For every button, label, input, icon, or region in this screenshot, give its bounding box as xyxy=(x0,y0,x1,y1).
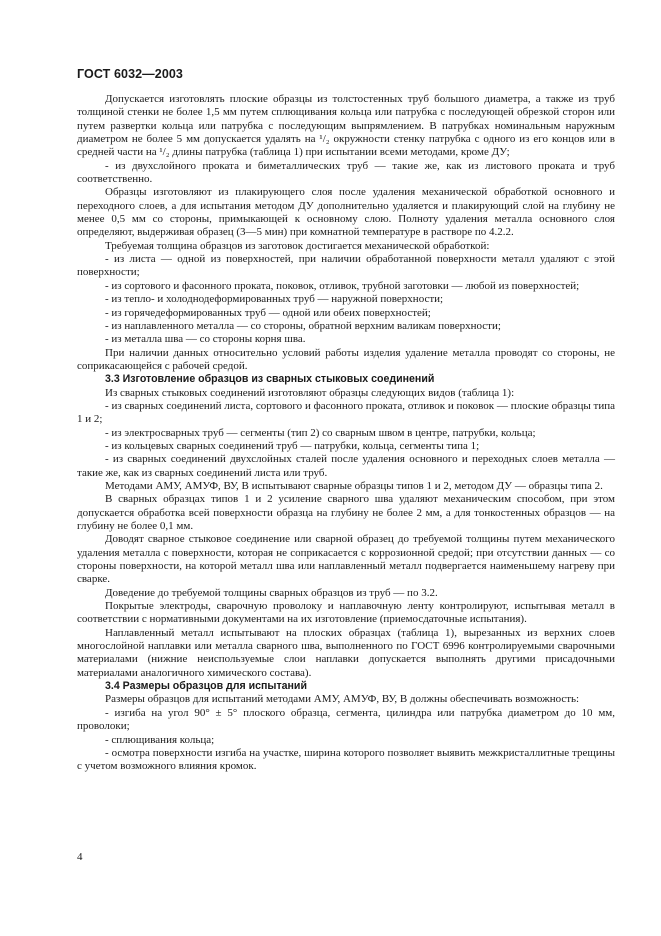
body-paragraph: Покрытые электроды, сварочную проволоку и наплавочную ленту контролируют, испытывая металл в соответствии с нормативными документами на их изготовление (приемосдаточные испытания). xyxy=(77,600,615,626)
body-paragraph: - из сварных соединений двухслойных сталей после удаления основного и переходных слоев металла — такие же, как из сварных соединений листа или труб. xyxy=(77,453,615,479)
body-paragraph: Наплавленный металл испытывают на плоских образцах (таблица 1), вырезанных из верхних слоев многослойной наплавки или металла сварного шва, выполненного по ГОСТ 6996 контролируемыми сварочными материалами (нижние неиспользуемые слои наплавки допускается выполнять другими присадочными материалами аналогичного химического состава). xyxy=(77,626,615,679)
body-paragraph: - из электросварных труб — сегменты (тип 2) со сварным швом в центре, патрубки, кольца; xyxy=(105,426,536,439)
body-paragraph: Из сварных стыковых соединений изготовляют образцы следующих видов (таблица 1): xyxy=(105,386,515,399)
body-paragraph: Доводят сварное стыковое соединение или сварной образец до требуемой толщины путем механического удаления металла с поверхности, которая не соприкасается с коррозионной средой; при отсутствии данных — со стороны поверхности, на которой металл шва или наплавленный металл подвергается наименьшему нагреву при сварке. xyxy=(77,533,615,586)
body-paragraph: Требуемая толщина образцов из заготовок достигается механической обработкой: xyxy=(105,239,490,252)
body-paragraph: - из наплавленного металла — со стороны, обратной верхним валикам поверхности; xyxy=(105,319,501,332)
section-heading: 3.4 Размеры образцов для испытаний xyxy=(105,680,307,693)
body-paragraph: - из сварных соединений листа, сортового и фасонного проката, отливок и поковок — плоские образцы типа 1 и 2; xyxy=(77,399,615,426)
body-paragraph: - изгиба на угол 90° ± 5° плоского образца, сегмента, цилиндра или патрубка диаметром до 10 мм, проволоки; xyxy=(77,706,615,733)
body-paragraph: Допускается изготовлять плоские образцы из толстостенных труб большого диаметра, а также из труб толщиной стенки не более 1,5 мм путем сплющивания кольца или патрубка с последующей обрезкой сторон или путем развертки кольца или патрубка с последующим выпрямлением. В патрубках номинальным наружным диаметром не более 5 мм допускается удалять на ¹/₂ окружности стенку патрубка с одного из его концов или в средней части на ¹/₂ длины патрубка (таблица 1) при испытании всеми методами, кроме ДУ; xyxy=(77,93,615,159)
body-paragraph: - сплющивания кольца; xyxy=(105,733,215,746)
body-paragraph: Методами АМУ, АМУФ, ВУ, В испытывают сварные образцы типов 1 и 2, методом ДУ — образцы типа 2. xyxy=(105,479,603,492)
body-paragraph: Доведение до требуемой толщины сварных образцов из труб — по 3.2. xyxy=(105,586,438,599)
body-paragraph: - из листа — одной из поверхностей, при наличии обработанной поверхности металл удаляют с этой поверхности; xyxy=(77,253,615,279)
document-header: ГОСТ 6032—2003 xyxy=(77,67,183,81)
body-paragraph: - из металла шва — со стороны корня шва. xyxy=(105,333,306,346)
body-paragraph: В сварных образцах типов 1 и 2 усиление сварного шва удаляют механическим способом, при этом допускается обработка всей поверхности образца на глубину не более 2 мм, а для тонкостенных образцов — на глубину не более 0,1 мм. xyxy=(77,493,615,532)
body-paragraph: - из сортового и фасонного проката, поковок, отливок, трубной заготовки — любой из поверхностей; xyxy=(105,279,580,292)
body-paragraph: - из тепло- и холоднодеформированных труб — наружной поверхности; xyxy=(105,293,444,306)
page-number: 4 xyxy=(77,851,83,863)
section-heading: 3.3 Изготовление образцов из сварных стыковых соединений xyxy=(105,373,435,386)
body-paragraph: - осмотра поверхности изгиба на участке, ширина которого позволяет выявить межкристаллитные трещины с учетом возможного влияния кромок. xyxy=(77,746,615,773)
body-paragraph: - из кольцевых сварных соединений труб — патрубки, кольца, сегменты типа 1; xyxy=(105,439,480,452)
body-paragraph: Размеры образцов для испытаний методами АМУ, АМУФ, ВУ, В должны обеспечивать возможность: xyxy=(105,693,580,706)
body-paragraph: - из горячедеформированных труб — одной или обеих поверхностей; xyxy=(105,306,431,319)
document-body xyxy=(77,93,615,774)
body-paragraph: Образцы изготовляют из плакирующего слоя после удаления механической обработкой основного и переходного слоев, а для испытания методом ДУ дополнительно удаляется и плакирующий слой на глубину не менее 0,5 мм со стороны, примыкающей к основному слою. Полноту удаления металла основного слоя определяют, выдерживая образец (3—5 мин) при комнатной температуре в растворе по 4.2.2. xyxy=(77,186,615,239)
body-paragraph: При наличии данных относительно условий работы изделия удаление металла проводят со стороны, не соприкасающейся с рабочей средой. xyxy=(77,346,615,372)
body-paragraph: - из двухслойного проката и биметаллических труб — такие же, как из листового проката и труб соответственно. xyxy=(77,159,615,186)
